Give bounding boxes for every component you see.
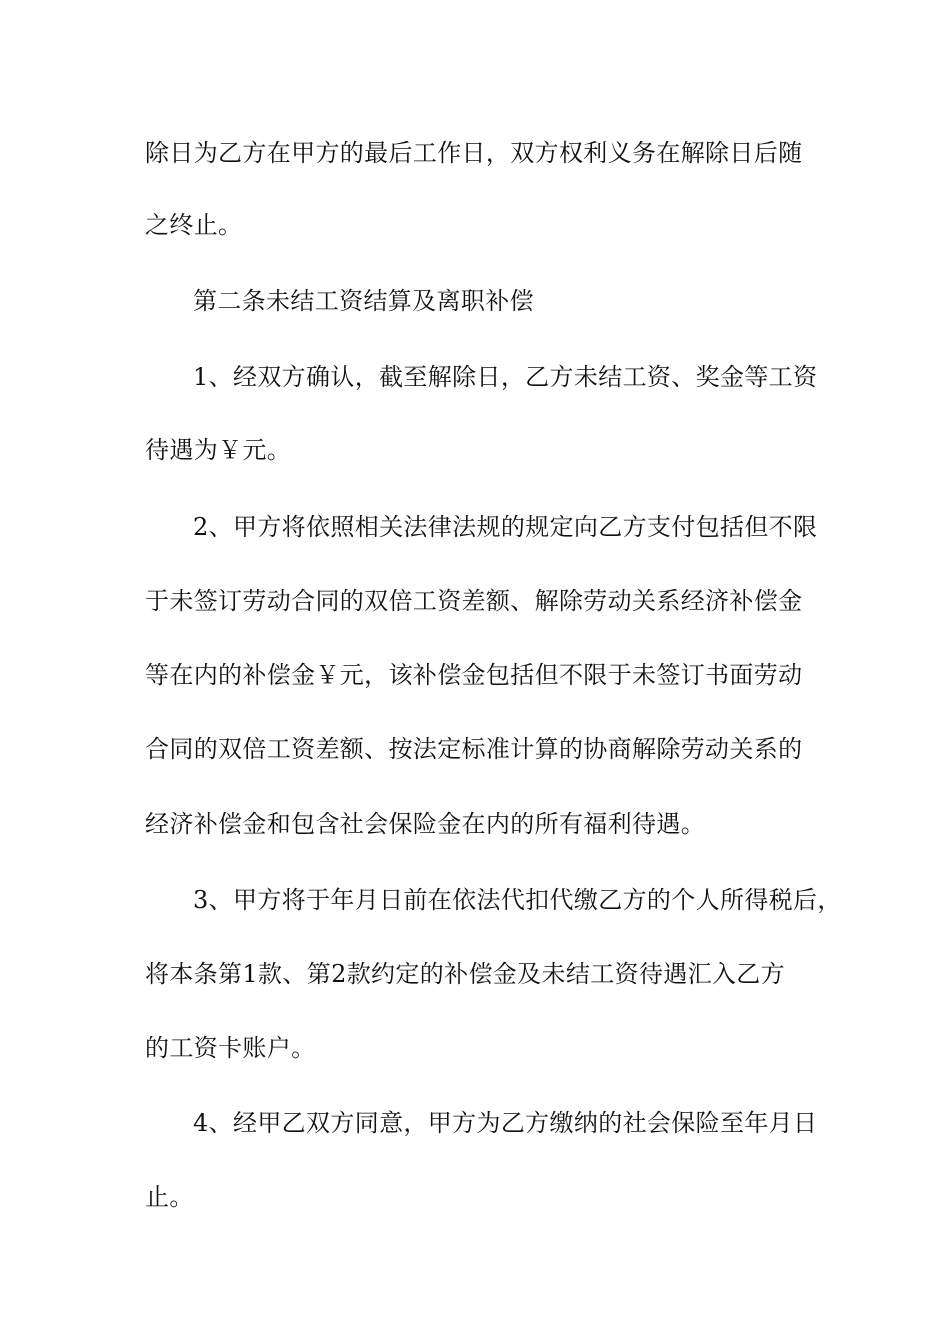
paragraph-line: 待遇为￥元。 (145, 436, 292, 464)
paragraph-line: 1、经双方确认，截至解除日，乙方未结工资、奖金等工资 (193, 363, 818, 391)
paragraph-line: 之终止。 (145, 211, 243, 239)
paragraph-line: 4、经甲乙双方同意，甲方为乙方缴纳的社会保险至年月日 (193, 1109, 818, 1137)
paragraph-line: 经济补偿金和包含社会保险金在内的所有福利待遇。 (145, 810, 706, 838)
paragraph-line: 除日为乙方在甲方的最后工作日，双方权利义务在解除日后随 (145, 139, 803, 167)
paragraph-line: 等在内的补偿金￥元，该补偿金包括但不限于未签订书面劳动 (145, 661, 803, 689)
paragraph-line: 止。 (145, 1183, 194, 1211)
paragraph-line: 2、甲方将依照相关法律法规的规定向乙方支付包括但不限 (193, 513, 818, 541)
article-heading: 第二条未结工资结算及离职补偿 (193, 287, 534, 315)
paragraph-line: 合同的双倍工资差额、按法定标准计算的协商解除劳动关系的 (145, 735, 803, 763)
paragraph-line: 于未签订劳动合同的双倍工资差额、解除劳动关系经济补偿金 (145, 587, 803, 615)
paragraph-line: 3、甲方将于年月日前在依法代扣代缴乙方的个人所得税后， (193, 886, 842, 914)
paragraph-line: 将本条第1款、第2款约定的补偿金及未结工资待遇汇入乙方 (145, 960, 785, 988)
paragraph-line: 的工资卡账户。 (145, 1034, 316, 1062)
